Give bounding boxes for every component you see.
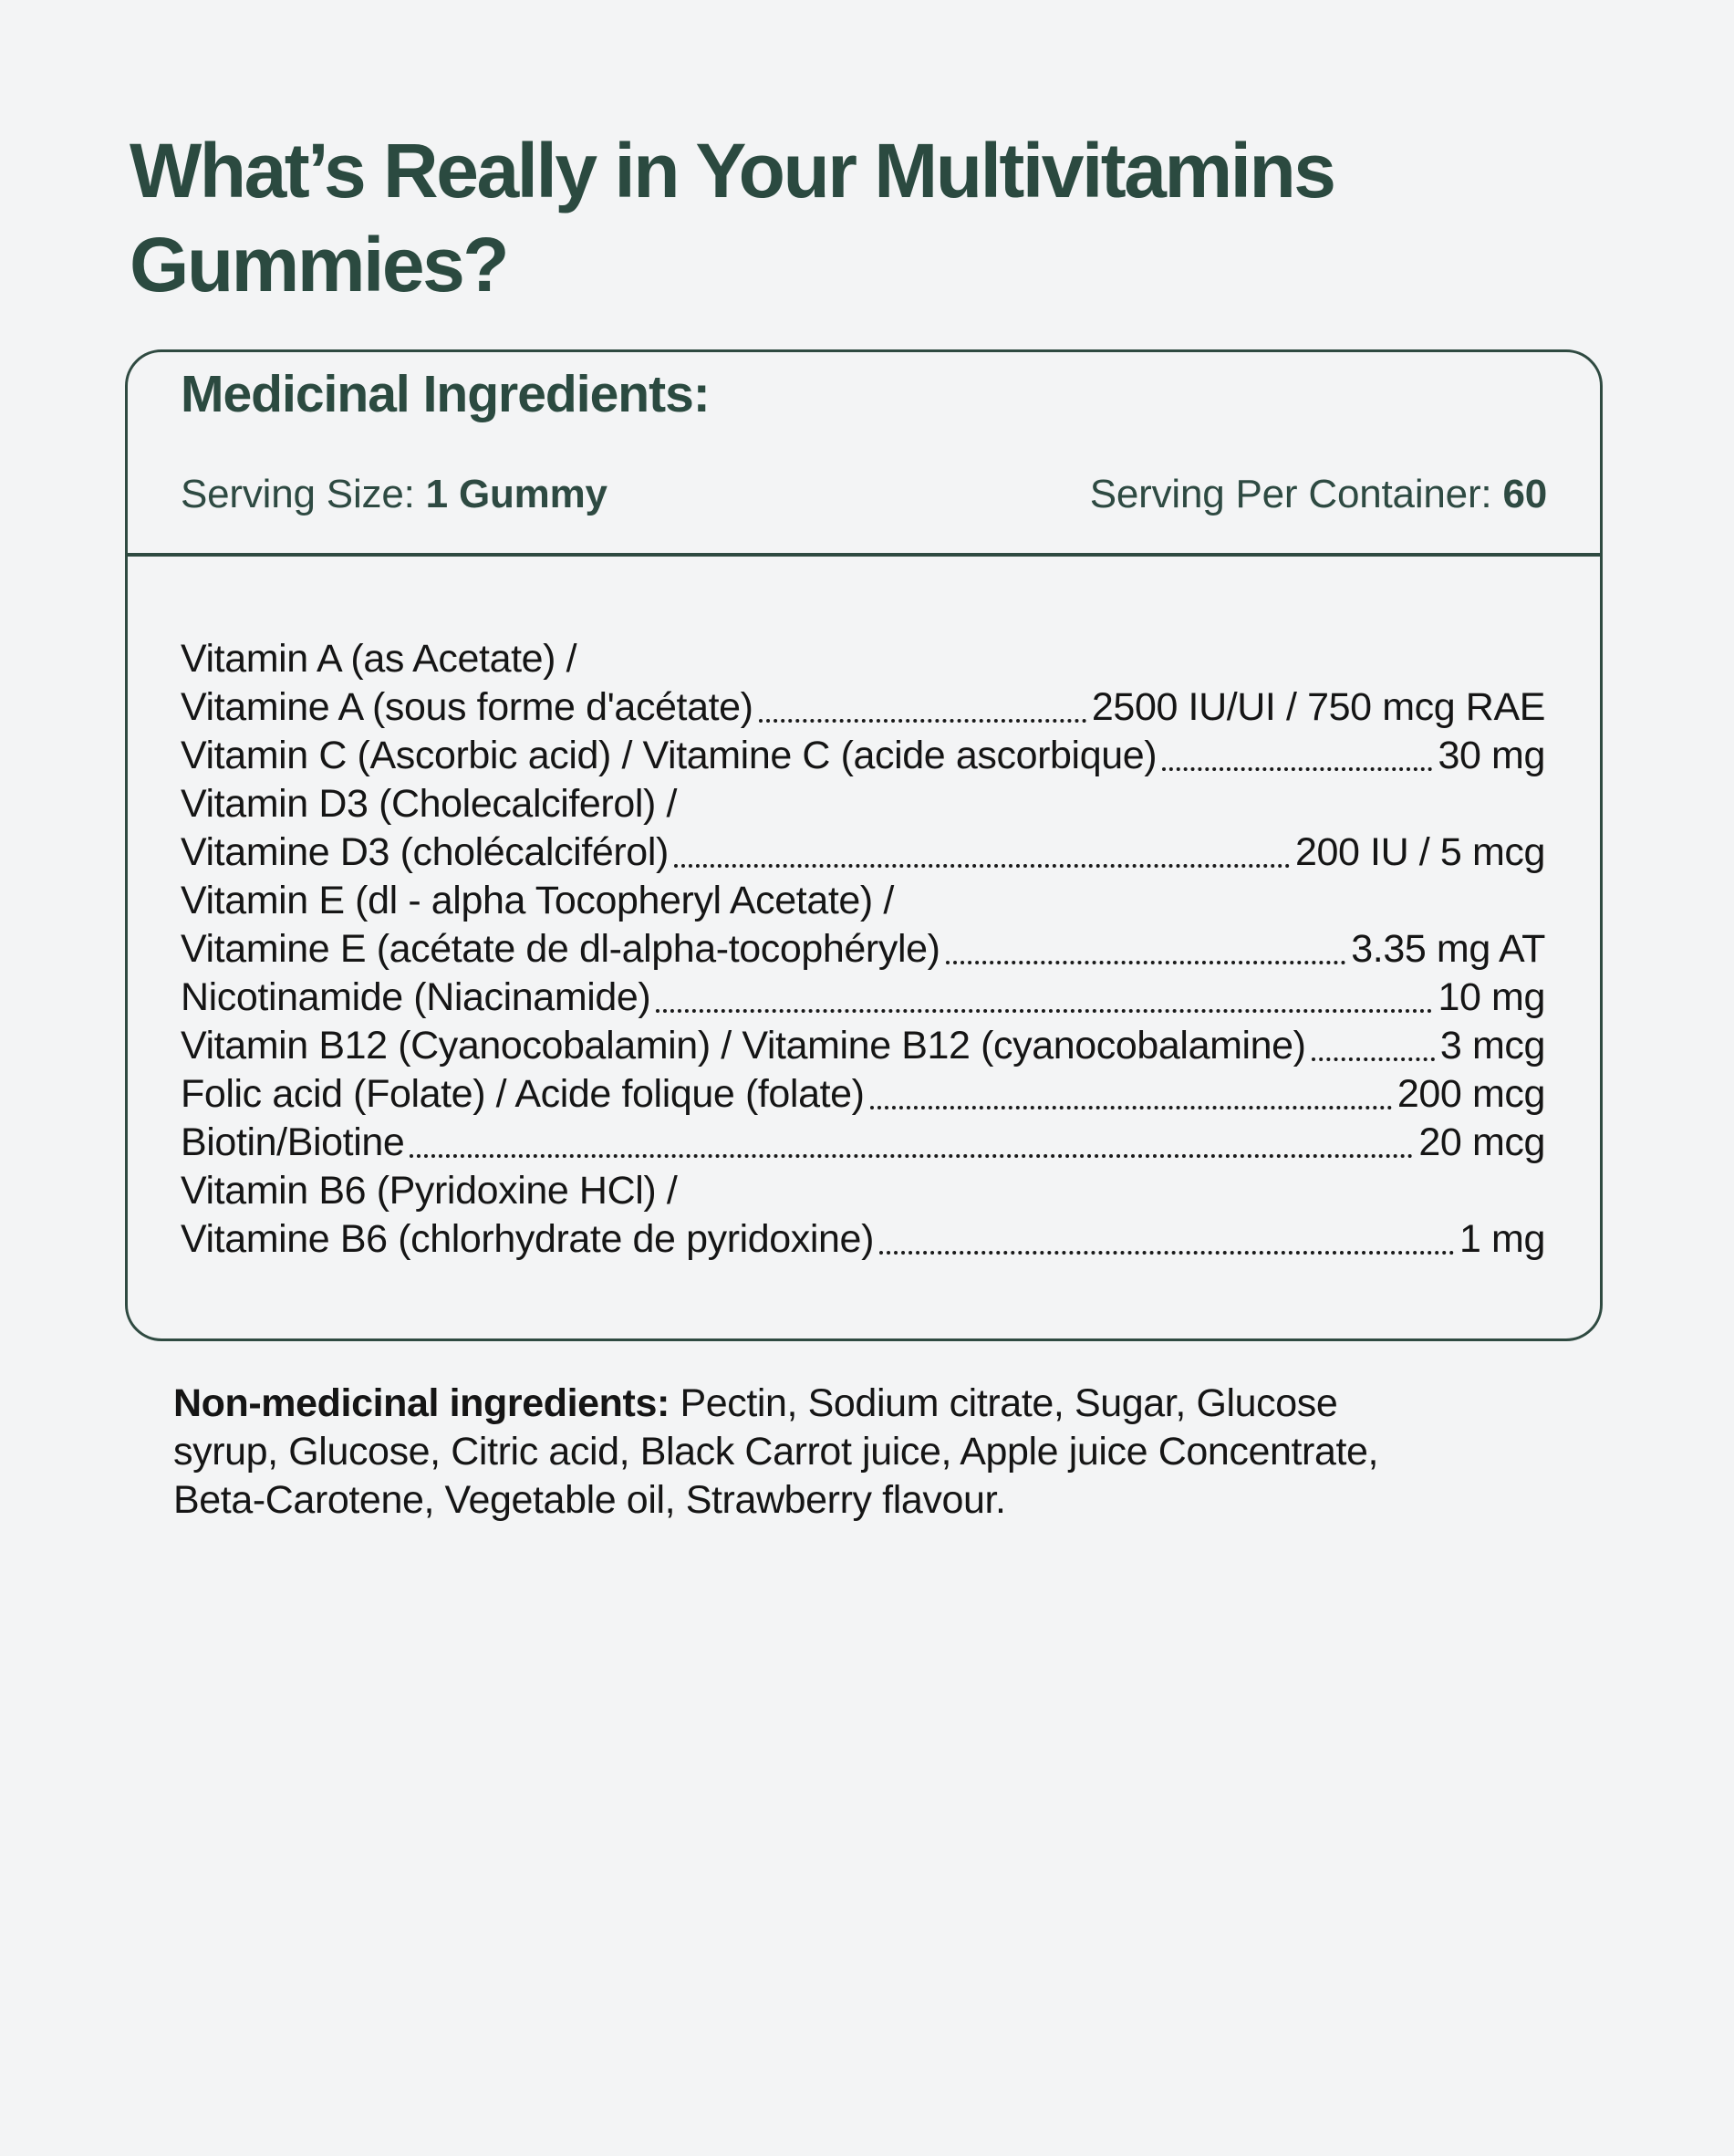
servings-per-container-label: Serving Per Container:	[1089, 472, 1492, 516]
ingredient-name: Vitamine B6 (chlorhydrate de pyridoxine)	[181, 1217, 874, 1261]
ingredient-row	[181, 732, 1545, 780]
ingredient-row	[181, 925, 1545, 974]
ingredient-row	[181, 1070, 1545, 1119]
panel-header	[128, 352, 1600, 518]
ingredient-name: Vitamin D3 (Cholecalciferol) /	[181, 782, 678, 826]
serving-size-label: Serving Size:	[181, 472, 415, 516]
ingredient-row	[181, 683, 1545, 732]
dot-leader	[410, 1154, 1413, 1158]
ingredient-name: Vitamine D3 (cholécalciférol)	[181, 830, 669, 874]
serving-size-value: 1 Gummy	[425, 472, 607, 516]
servings-per-container	[1090, 471, 1547, 518]
page-title-line-1: What’s Really in Your Multivitamins	[130, 128, 1334, 214]
dot-leader	[674, 864, 1290, 868]
ingredient-name: Vitamin B12 (Cyanocobalamin) / Vitamine B12 (cyanocobalamine)	[181, 1024, 1306, 1068]
dot-leader	[759, 719, 1086, 723]
ingredient-amount: 3.35 mg AT	[1351, 927, 1545, 971]
ingredient-amount: 30 mg	[1438, 734, 1545, 777]
ingredient-amount: 2500 IU/UI / 750 mcg RAE	[1091, 685, 1545, 729]
non-medicinal-line-1: Pectin, Sodium citrate, Sugar, Glucose	[680, 1381, 1338, 1425]
ingredient-row	[181, 1022, 1545, 1070]
ingredient-row	[181, 828, 1545, 877]
ingredient-name: Vitamin B6 (Pyridoxine HCl) /	[181, 1169, 678, 1213]
ingredient-row	[181, 877, 1545, 925]
ingredient-row	[181, 974, 1545, 1022]
page-title	[130, 124, 1334, 312]
ingredient-amount: 200 IU / 5 mcg	[1294, 830, 1545, 874]
ingredient-row	[181, 635, 1545, 683]
dot-leader	[1312, 1057, 1435, 1061]
serving-info-row	[181, 471, 1547, 518]
non-medicinal-line-2: syrup, Glucose, Citric acid, Black Carrot juice, Apple juice Concentrate,	[173, 1430, 1379, 1474]
serving-size	[181, 471, 607, 518]
ingredient-name: Biotin/Biotine	[181, 1120, 405, 1164]
ingredient-name: Vitamin A (as Acetate) /	[181, 637, 577, 681]
ingredient-amount: 1 mg	[1459, 1217, 1545, 1261]
dot-leader	[870, 1106, 1392, 1109]
ingredient-row	[181, 1215, 1545, 1264]
ingredient-list	[128, 557, 1600, 1264]
ingredient-row	[181, 1167, 1545, 1215]
non-medicinal-line-3: Beta-Carotene, Vegetable oil, Strawberry flavour.	[173, 1478, 1006, 1522]
ingredient-amount: 3 mcg	[1439, 1024, 1545, 1068]
ingredient-amount: 200 mcg	[1397, 1072, 1545, 1116]
dot-leader	[656, 1009, 1432, 1013]
ingredient-amount: 20 mcg	[1418, 1120, 1545, 1164]
non-medicinal-label: Non-medicinal ingredients:	[173, 1381, 670, 1425]
panel-heading: Medicinal Ingredients:	[181, 365, 710, 423]
page-title-line-2: Gummies?	[130, 222, 508, 307]
ingredient-row	[181, 1119, 1545, 1167]
dot-leader	[1162, 767, 1432, 771]
dot-leader	[879, 1251, 1454, 1255]
dot-leader	[946, 961, 1346, 964]
ingredient-name: Nicotinamide (Niacinamide)	[181, 975, 651, 1019]
ingredient-row	[181, 780, 1545, 828]
ingredient-name: Vitamine E (acétate de dl-alpha-tocophéryle)	[181, 927, 940, 971]
ingredient-name: Vitamine A (sous forme d'acétate)	[181, 685, 753, 729]
ingredient-name: Vitamin C (Ascorbic acid) / Vitamine C (acide ascorbique)	[181, 734, 1158, 777]
non-medicinal-ingredients	[173, 1380, 1378, 1525]
ingredient-name: Vitamin E (dl - alpha Tocopheryl Acetate) /	[181, 879, 894, 922]
medicinal-ingredients-panel	[125, 349, 1603, 1341]
ingredient-amount: 10 mg	[1438, 975, 1545, 1019]
ingredient-name: Folic acid (Folate) / Acide folique (folate)	[181, 1072, 865, 1116]
servings-per-container-value: 60	[1502, 472, 1547, 516]
